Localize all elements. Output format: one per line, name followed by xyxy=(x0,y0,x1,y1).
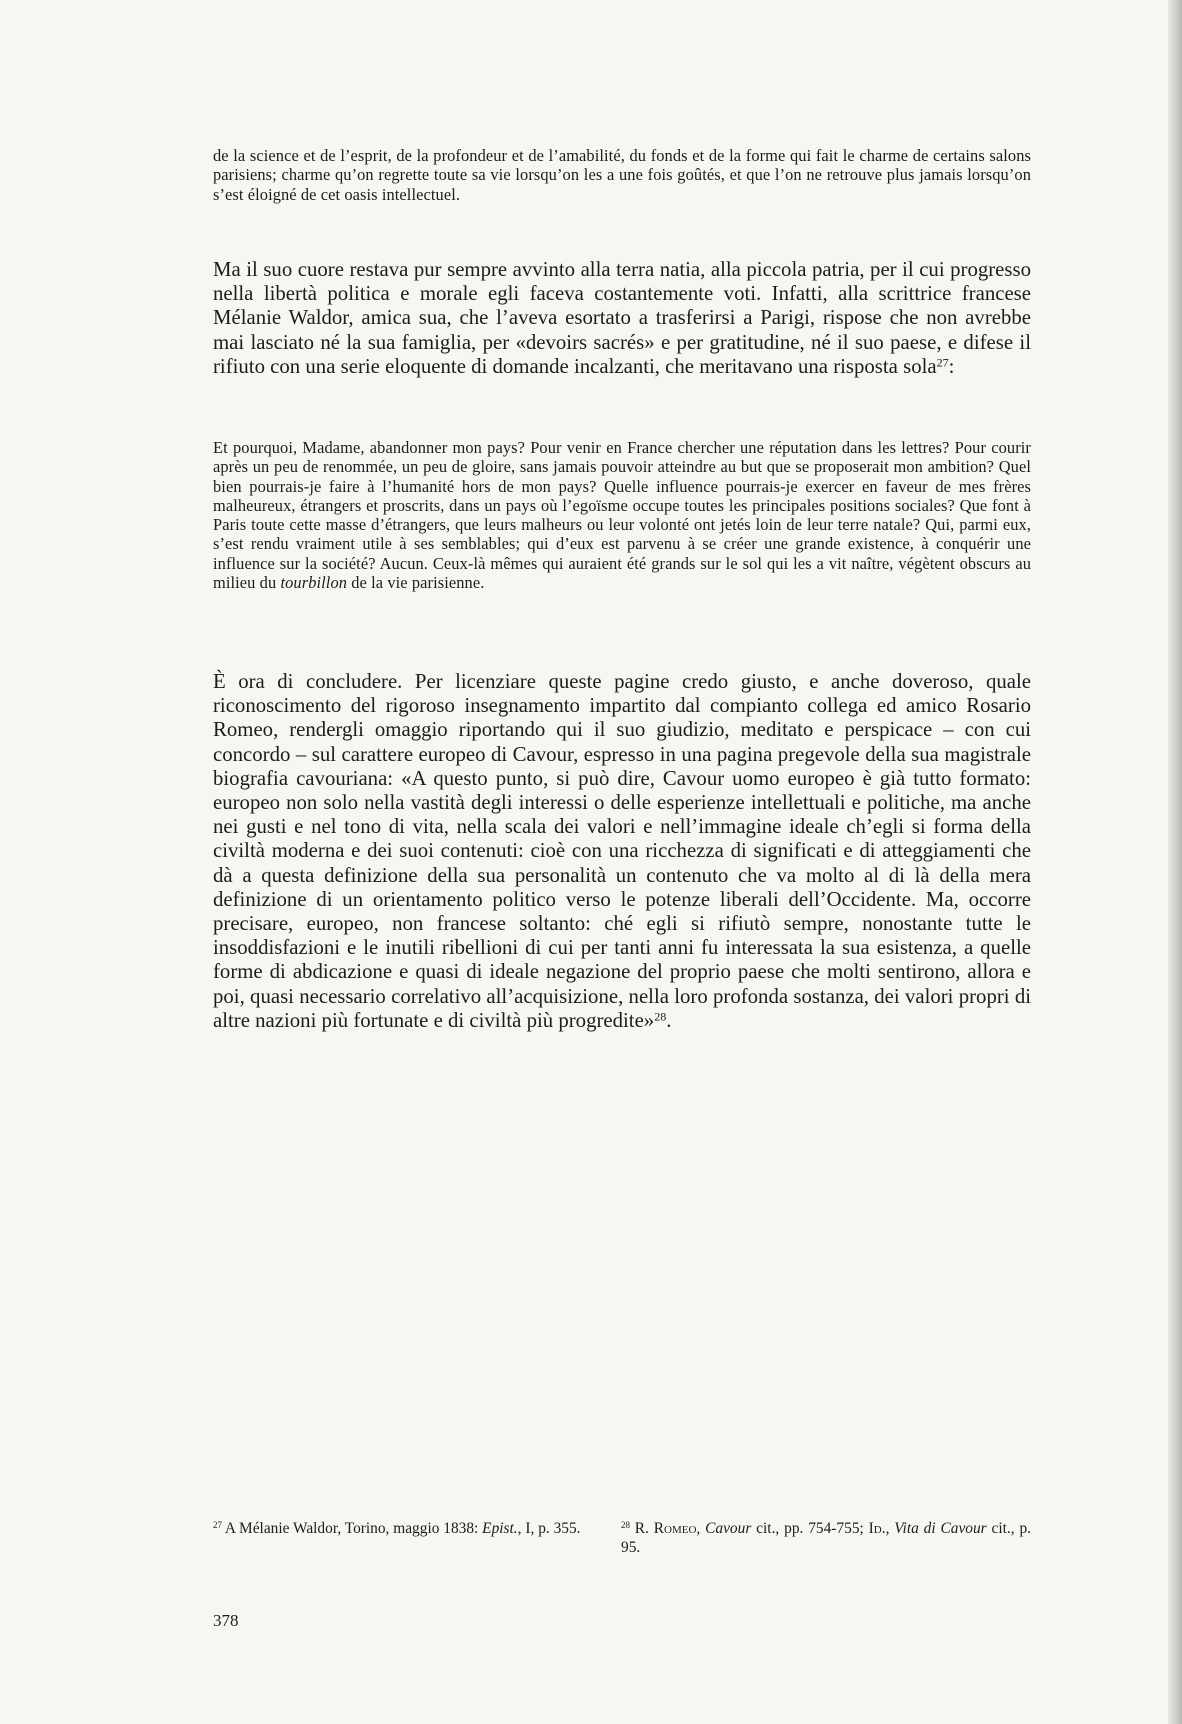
footnote-28-title-1: Cavour xyxy=(705,1520,752,1537)
paragraph-1 xyxy=(213,258,1031,379)
footnote-27-number: 27 xyxy=(213,1520,222,1531)
block-quote-middle-end: de la vie parisienne. xyxy=(347,573,485,593)
page-number: 378 xyxy=(213,1611,239,1630)
footnote-28-pages-2: cit., p. 95. xyxy=(621,1520,1032,1556)
footnote-28-sep-1: , xyxy=(696,1520,706,1537)
page-edge-shadow xyxy=(1168,0,1182,1724)
footnote-ref-28[interactable]: 28 xyxy=(654,1009,667,1024)
footnote-28-author: Romeo xyxy=(653,1520,697,1537)
block-quote-middle xyxy=(213,438,1031,592)
paragraph-1-text: Ma il suo cuore restava pur sempre avvinto alla terra natia, alla piccola patria, per il cui progresso nella libertà politica e morale egli faceva costantemente voti. Infatti, alla scrittrice francese Mélanie Waldor, amica sua, che l’aveva esortato a trasferirsi a Parigi, rispose che non avrebbe mai lasciato né la sua famiglia, per «devoirs sacrés» e per gratitudine, né il suo paese, e difese il rifiuto con una serie eloquente di domande incalzanti, che meritavano una risposta sola xyxy=(213,258,1031,378)
footnote-ref-27[interactable]: 27 xyxy=(936,355,949,370)
footnote-28-pages-1: cit., pp. 754-755; xyxy=(751,1520,869,1537)
footnote-27-italic: Epist. xyxy=(482,1520,518,1537)
footnote-28 xyxy=(621,1519,1031,1557)
footnote-28-number: 28 xyxy=(621,1520,630,1531)
paragraph-2 xyxy=(213,670,1031,1033)
block-quote-top: de la science et de l’esprit, de la profondeur et de l’amabilité, du fonds et de la forme qui fait le charme de certains salons parisiens; charme qu’on regrette toute sa vie lorsqu’on les a une fois goûtés, et que l’on ne retrouve plus jamais lorsqu’on s’est éloigné de cet oasis intellectuel. xyxy=(213,146,1031,204)
paragraph-1-end: : xyxy=(948,354,955,378)
footnote-28-sep-2: , xyxy=(885,1520,895,1537)
block-quote-italic-word: tourbillon xyxy=(280,573,348,593)
paragraph-2-text: È ora di concludere. Per licenziare queste pagine credo giusto, e anche doveroso, quale riconoscimento del rigoroso insegnamento impartito dal compianto collega ed amico Rosario Romeo, rendergli omaggio riportando qui il suo giudizio, meditato e perspicace – con cui concordo – sul carattere europeo di Cavour, espresso in una pagina pregevole della sua magistrale biografia cavouriana: «A questo punto, si può dire, Cavour uomo europeo è già tutto formato: europeo non solo nella vastità degli interessi o delle esperienze intellettuali e politiche, ma anche nei gusti e nel tono di vita, nella scala dei valori e nell’immagine ideale ch’egli si forma della civiltà moderna e dei suoi contenuti: cioè con una ricchezza di significati e di atteggiamenti che dà a questa definizione della sua personalità un contenuto che va molto al di là della mera definizione di un orientamento politico verso le potenze liberali dell’Occidente. Ma, occorre precisare, europeo, non francese soltanto: ché egli si rifiutò sempre, nonostante tutte le insoddisfazioni e le inutili ribellioni di cui per tanti anni fu interessata la sua esistenza, a quelle forme di abdicazione e quasi di ideale negazione del proprio paese che molti sentirono, allora e poi, quasi necessario correlativo all’acquisizione, nella loro profonda sostanza, dei valori propri di altre nazioni più fortunate e di civiltà più progredite» xyxy=(213,670,1031,1032)
footnote-28-text: R. xyxy=(629,1520,654,1537)
footnote-28-title-2: Vita di Cavour xyxy=(894,1520,987,1537)
block-quote-middle-text: Et pourquoi, Madame, abandonner mon pays? Pour venir en France chercher une réputation dans les lettres? Pour courir après un peu de renommée, un peu de gloire, sans jamais pouvoir atteindre au but que se proposerait mon ambition? Quel bien pourrais-je faire à l’humanité hors de mon pays? Quelle influence pourrais-je exercer en faveur de mes frères malheureux, étrangers et proscrits, dans un pays où l’egoïsme occupe toutes les principales positions sociales? Que font à Paris toute cette masse d’étrangers, que leurs malheurs ou leur volonté ont jetés loin de leur terre natale? Qui, parmi eux, s’est rendu vraiment utile à ses semblables; qui d’eux est parvenu à se créer une grande existence, à conquérir une influence sur la société? Aucun. Ceux-là mêmes qui auraient été grands sur le sol qui les a vit naître, végètent obscurs au milieu du xyxy=(213,438,1031,593)
footnote-27 xyxy=(213,1519,591,1538)
footnote-27-text: A Mélanie Waldor, Torino, maggio 1838: xyxy=(221,1520,483,1537)
paragraph-2-end: . xyxy=(666,1008,672,1032)
footnote-27-text-end: , I, p. 355. xyxy=(517,1520,581,1537)
footnote-28-ibidem: Id. xyxy=(868,1520,886,1537)
